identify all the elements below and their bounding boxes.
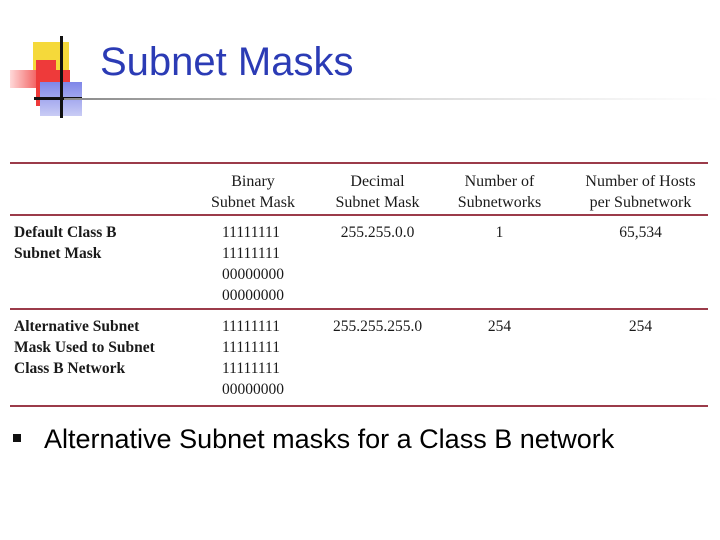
title-underline <box>64 98 720 100</box>
row-alternative-hosts: 254 <box>628 318 653 335</box>
row-alternative-decimal: 255.255.255.0 <box>332 318 423 335</box>
header-subnetworks: Number of Subnetworks <box>457 173 542 211</box>
row-label-alternative: Alternative Subnet Mask Used to Subnet Class B Network <box>14 318 155 377</box>
row-default-hosts: 65,534 <box>619 224 662 241</box>
row-default-subnetworks: 1 <box>495 224 504 241</box>
table-top-rule <box>10 162 708 164</box>
row-default-binary: 11111111 11111111 00000000 00000000 <box>222 224 284 304</box>
row-label-default: Default Class B Subnet Mask <box>14 224 117 262</box>
header-rule <box>10 214 708 216</box>
header-binary-mask: Binary Subnet Mask <box>211 173 295 211</box>
header-decimal-mask: Decimal Subnet Mask <box>335 173 420 211</box>
header-hosts: Number of Hosts per Subnetwork <box>585 173 696 211</box>
bullet-square-icon <box>13 434 21 442</box>
slide-title: Subnet Masks <box>100 40 354 84</box>
row-divider <box>10 308 708 310</box>
table-bottom-rule <box>10 405 708 407</box>
row-alternative-subnetworks: 254 <box>487 318 512 335</box>
row-default-decimal: 255.255.0.0 <box>340 224 415 241</box>
row-alternative-binary: 11111111 11111111 11111111 00000000 <box>222 318 284 398</box>
bullet-text: Alternative Subnet masks for a Class B network <box>44 424 615 454</box>
logo-vertical-line <box>60 36 63 118</box>
